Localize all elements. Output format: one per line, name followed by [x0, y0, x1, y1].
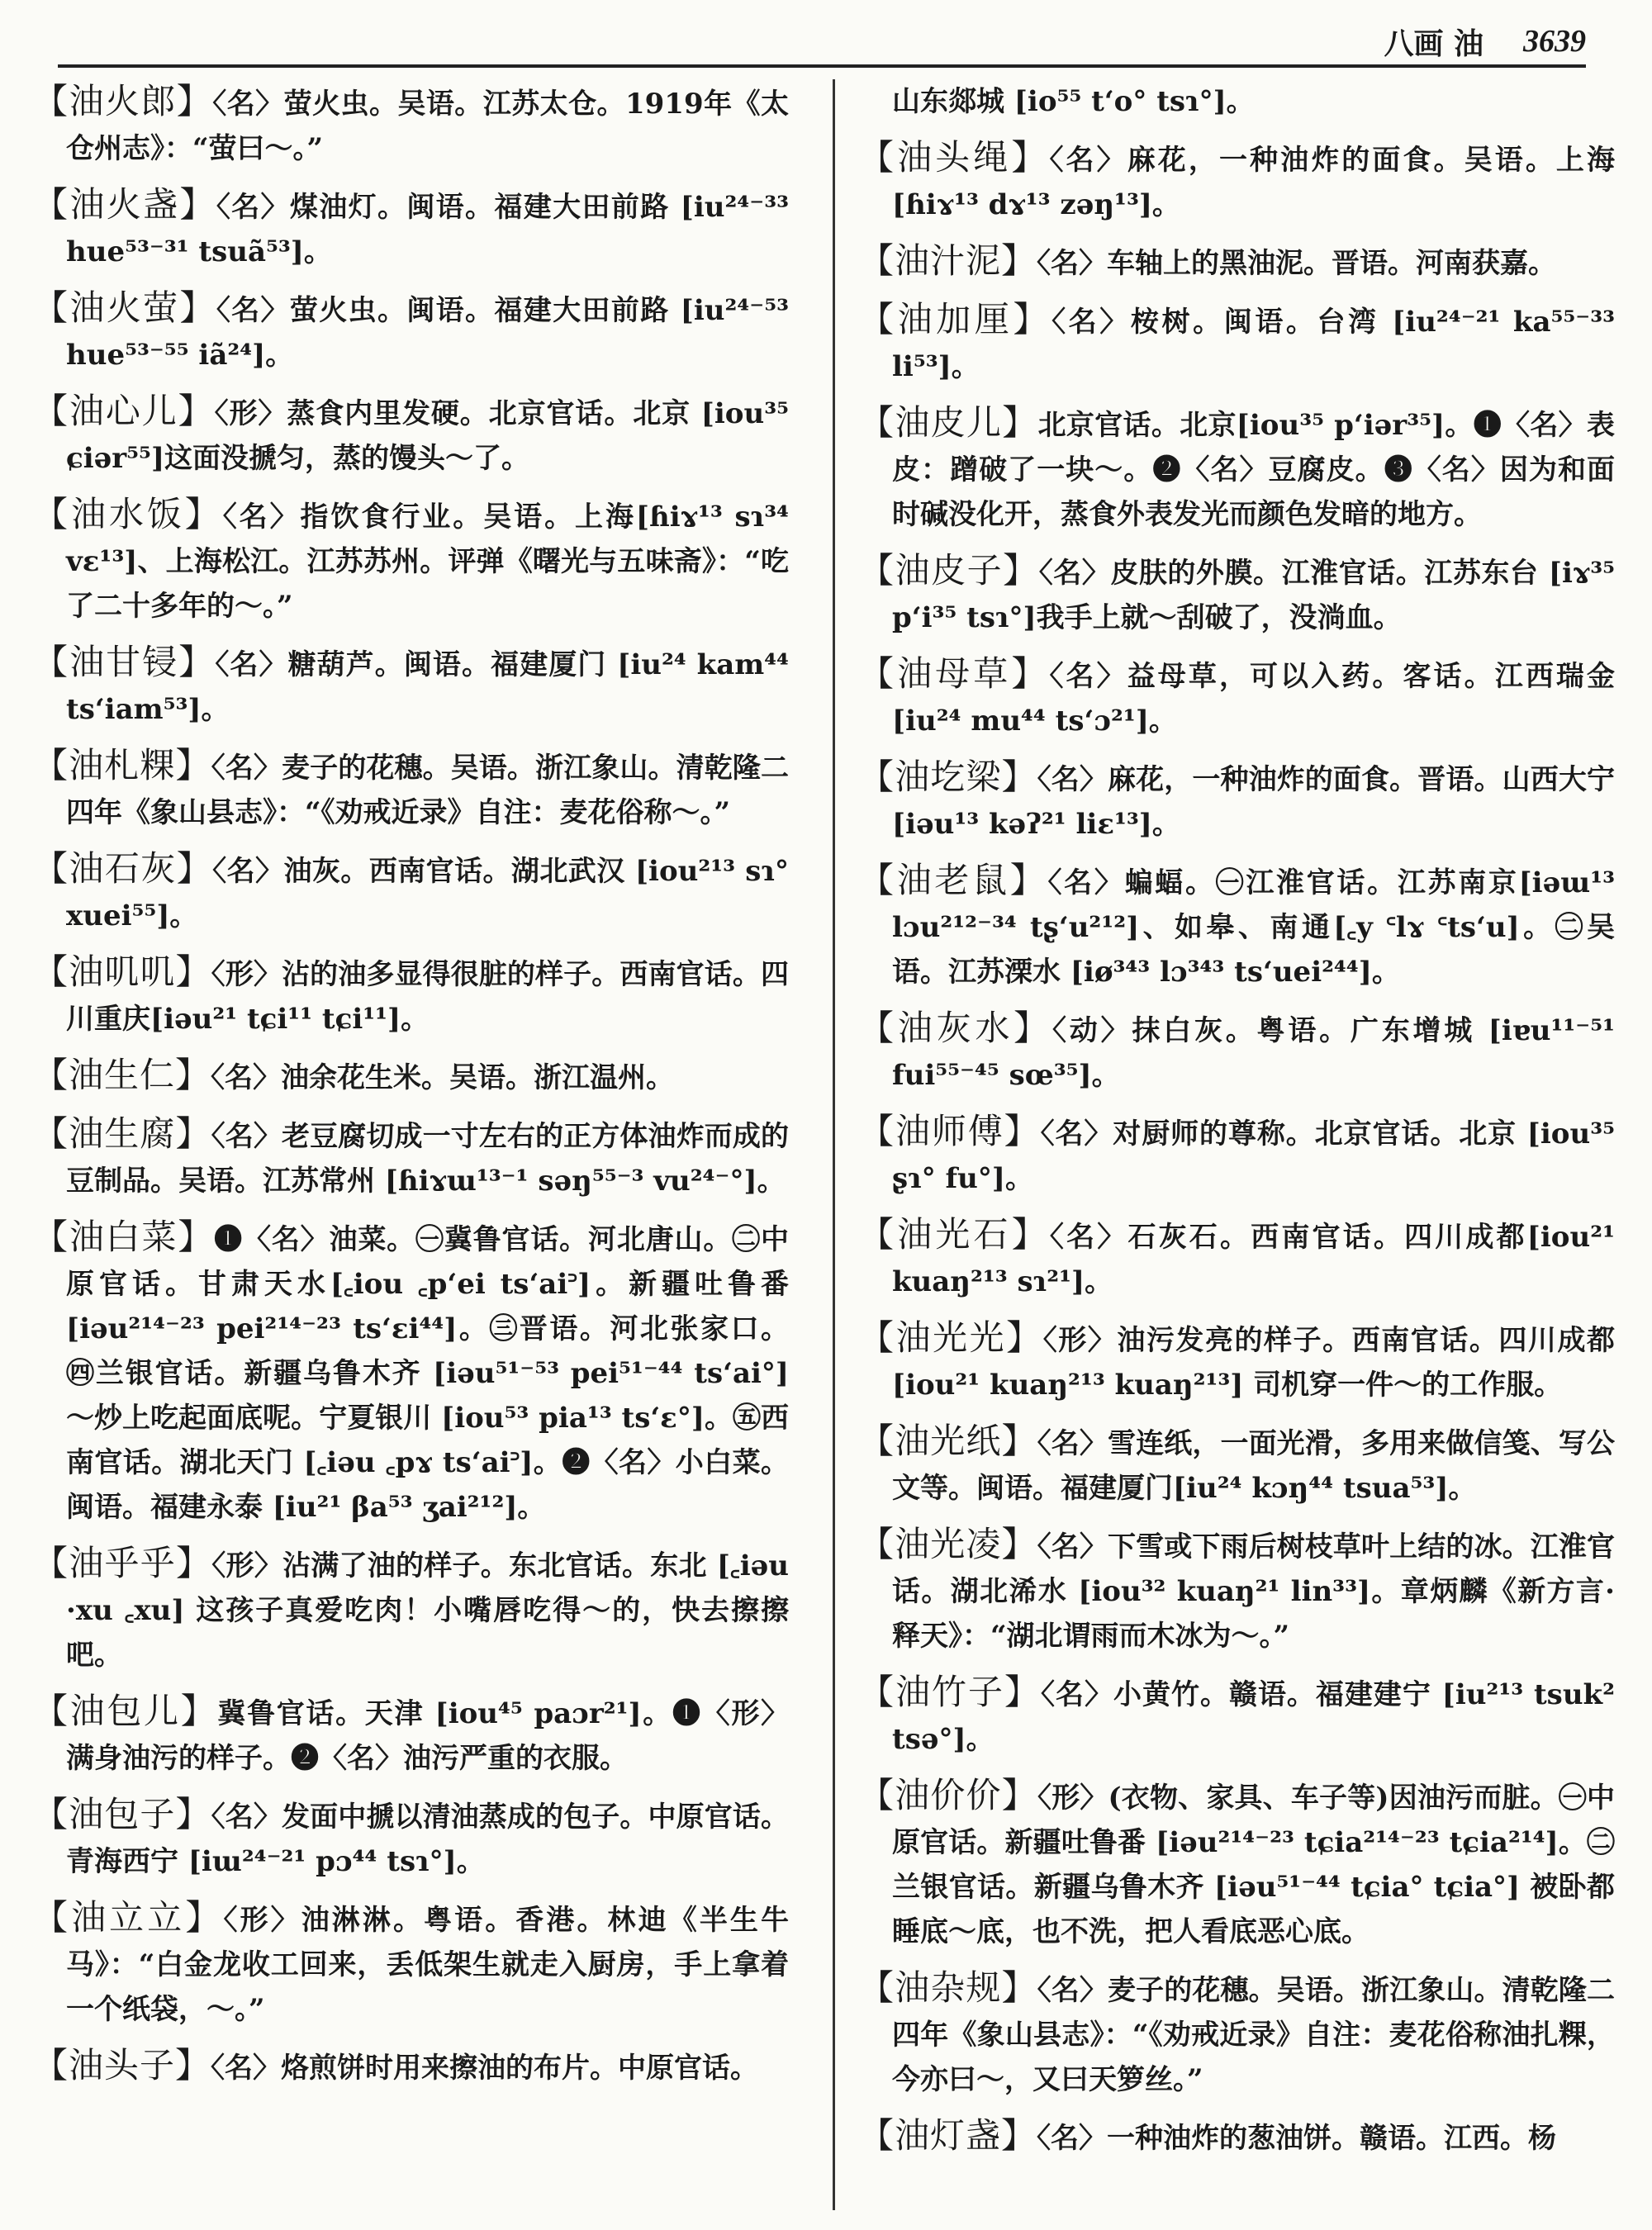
entry-definition: 〈名〉石灰石。西南官话。四川成都[iou²¹ kuaŋ²¹³ sɿ²¹]。	[892, 1221, 1615, 1298]
dictionary-entry	[859, 1966, 1615, 2102]
dictionary-entry	[33, 2043, 789, 2090]
entry-definition: 〈名〉一种油炸的葱油饼。赣语。江西。杨	[1037, 2122, 1557, 2155]
dictionary-entry	[859, 2114, 1615, 2161]
entry-headword: 【油老鼠】	[859, 860, 1048, 900]
entry-definition: 〈名〉老豆腐切成一寸左右的正方体油炸而成的豆制品。吴语。江苏常州 [ɦiɤɯ¹³⁻¹ səŋ⁵⁵⁻³ vu²⁴⁻°]。	[66, 1120, 789, 1198]
entry-headword: 【油包儿】	[33, 1691, 218, 1731]
entry-headword: 【油生仁】	[33, 1055, 211, 1095]
entry-headword: 【油火盏】	[33, 184, 216, 225]
entry-headword: 【油光石】	[859, 1214, 1050, 1255]
dictionary-entry	[859, 1212, 1615, 1304]
entry-definition: 〈名〉麻花，一种油炸的面食。吴语。上海 [ɦiɤ¹³ dɤ¹³ zəŋ¹³]。	[892, 144, 1615, 221]
entry-definition: 〈名〉油余花生米。吴语。浙江温州。	[211, 1061, 675, 1094]
entry-headword: 【油竹子】	[859, 1672, 1041, 1712]
dictionary-entry	[33, 286, 789, 377]
entry-headword: 【油头绳】	[859, 137, 1050, 178]
entry-definition: 〈名〉皮肤的外膜。江淮官话。江苏东台 [iɤ³⁵ pʻi³⁵ tsɿ°]我手上就～刮破了，没淌血。	[892, 557, 1615, 634]
dictionary-entry	[33, 1792, 789, 1884]
dictionary-entry	[33, 1215, 789, 1530]
entry-headword: 【油火郎】	[33, 81, 213, 121]
left-column	[33, 79, 789, 2218]
entry-definition: 〈名〉萤火虫。闽语。福建大田前路 [iu²⁴⁻⁵³ hue⁵³⁻⁵⁵ iã²⁴]。	[66, 294, 789, 372]
entry-definition: 〈形〉沾满了油的样子。东北官话。东北 [꜀iəu ·xu ꜀xu] 这孩子真爱吃肉！小嘴唇吃得～的，快去擦擦吧。	[66, 1549, 789, 1672]
section-title: 八画 油	[1384, 26, 1483, 61]
dictionary-entry	[859, 858, 1615, 994]
entry-headword: 【油加厘】	[859, 299, 1052, 339]
entry-headword: 【油叽叽】	[33, 951, 211, 992]
dictionary-entry	[33, 389, 789, 481]
entry-definition: 〈形〉(衣物、家具、车子等)因油污而脏。㊀中原官话。新疆吐鲁番 [iəu²¹⁴⁻²³ tɕia²¹⁴⁻²³ tɕia²¹⁴]。㊁兰银官话。新疆乌鲁木齐 [iəu⁵¹⁻⁴⁴ tɕia° tɕia°] 被卧都睡底～底，也不洗，把人看底恶心底。	[892, 1782, 1615, 1948]
entry-headword: 【油师傅】	[859, 1111, 1041, 1151]
dictionary-entry	[859, 1522, 1615, 1658]
dictionary-entry	[859, 652, 1615, 743]
dictionary-entry	[859, 1006, 1615, 1098]
entry-definition: 〈名〉车轴上的黑油泥。晋语。河南获嘉。	[1037, 247, 1557, 280]
entry-headword: 【油灯盏】	[859, 2115, 1037, 2156]
entry-definition: 〈形〉蒸食内里发硬。北京官话。北京 [iou³⁵ ɕiər⁵⁵]这面没搋匀，蒸的馒头～了。	[66, 397, 789, 475]
entry-headword: 【油水饭】	[33, 494, 223, 534]
dictionary-entry	[859, 1316, 1615, 1407]
entry-definition: 〈名〉麦子的花穗。吴语。浙江象山。清乾隆二四年《象山县志》：“《劝戒近录》自注：麦花俗称油扎粿，今亦曰～，又曰天箩丝。”	[892, 1974, 1615, 2096]
entry-headword: 【油火萤】	[33, 287, 216, 328]
entry-definition: 〈名〉发面中搋以清油蒸成的包子。中原官话。青海西宁 [iɯ²⁴⁻²¹ pɔ⁴⁴ tsɿ°]。	[66, 1801, 789, 1878]
dictionary-entry	[33, 79, 789, 171]
entry-definition: 〈动〉抹白灰。粤语。广东增城 [iɐu¹¹⁻⁵¹ fui⁵⁵⁻⁴⁵ sœ³⁵]。	[892, 1014, 1615, 1092]
dictionary-entry	[33, 1689, 789, 1781]
entry-definition: ❶〈名〉油菜。㊀冀鲁官话。河北唐山。㊁中原官话。甘肃天水[꜀iou ꜀pʻei tsʻai꜄]。新疆吐鲁番 [iəu²¹⁴⁻²³ pei²¹⁴⁻²³ tsʻɛi⁴⁴]。㊂晋语。河北张家口。㊃兰银官话。新疆乌鲁木齐 [iəu⁵¹⁻⁵³ pei⁵¹⁻⁴⁴ tsʻai°] ～炒上吃起面底呢。宁夏银川 [iou⁵³ pia¹³ tsʻɛ°]。㊄西南官话。湖北天门 [꜀iəu ꜀pɤ tsʻai꜄]。❷〈名〉小白菜。闽语。福建永泰 [iu²¹ βa⁵³ ʒai²¹²]。	[66, 1223, 789, 1524]
dictionary-entry	[33, 1112, 789, 1203]
column-divider	[833, 79, 835, 2210]
entry-definition: 〈形〉油淋淋。粤语。香港。林迪《半生牛马》：“白金龙收工回来，丢低架生就走入厨房，手上拿着一个纸袋，～。”	[66, 1904, 789, 2026]
dictionary-entry	[33, 847, 789, 938]
entry-headword: 【油皮儿】	[859, 402, 1038, 443]
entry-definition: 〈名〉麻花，一种油炸的面食。晋语。山西大宁 [iəu¹³ kəʔ²¹ liɛ¹³]。	[892, 763, 1615, 841]
dictionary-entry	[33, 1896, 789, 2032]
entry-definition: 〈名〉蝙蝠。㊀江淮官话。江苏南京[iəɯ¹³ lɔu²¹²⁻³⁴ tʂʻu²¹²]、如皋、南通[꜀y ꜂lɤ ꜂tsʻu]。㊁吴语。江苏溧水 [iø³⁴³ lɔ³⁴³ tsʻuei²⁴⁴]。	[892, 866, 1615, 989]
dictionary-entry	[859, 297, 1615, 389]
entry-headword: 【油母草】	[859, 653, 1050, 694]
entry-headword: 【油皮子】	[859, 550, 1039, 591]
dictionary-entry	[859, 755, 1615, 847]
dictionary-entry	[33, 950, 789, 1041]
entry-headword: 【油价价】	[859, 1775, 1037, 1815]
dictionary-entry	[859, 401, 1615, 537]
entry-headword: 【油杂规】	[859, 1967, 1037, 2008]
entry-headword: 【油光凌】	[859, 1524, 1037, 1564]
entry-headword: 【油汁泥】	[859, 240, 1037, 281]
running-head	[58, 18, 1586, 68]
entry-definition: 冀鲁官话。天津 [iou⁴⁵ paɔr²¹]。❶〈形〉满身油污的样子。❷〈名〉油污严重的衣服。	[66, 1697, 789, 1775]
dictionary-entry	[33, 640, 789, 732]
entry-definition: 〈名〉煤油灯。闽语。福建大田前路 [iu²⁴⁻³³ hue⁵³⁻³¹ tsuã⁵³]。	[66, 191, 789, 268]
page-number: 3639	[1523, 24, 1586, 59]
entry-headword: 【油灰水】	[859, 1008, 1052, 1048]
entry-definition: 北京官话。北京[iou³⁵ pʻiər³⁵]。❶〈名〉表皮：蹭破了一块～。❷〈名〉豆腐皮。❸〈名〉因为和面时碱没化开，蒸食外表发光而颜色发暗的地方。	[892, 409, 1615, 531]
dictionary-entry	[33, 492, 789, 629]
entry-definition: 〈名〉麦子的花穗。吴语。浙江象山。清乾隆二四年《象山县志》：“《劝戒近录》自注：麦花俗称～。”	[66, 752, 789, 829]
dictionary-entry	[859, 79, 1615, 124]
entry-definition: 〈名〉雪连纸，一面光滑，多用来做信笺、写公文等。闽语。福建厦门[iu²⁴ kɔŋ⁴⁴ tsua⁵³]。	[892, 1427, 1615, 1505]
right-column	[859, 79, 1615, 2218]
dictionary-entry	[33, 1541, 789, 1677]
dictionary-entry	[859, 1670, 1615, 1762]
dictionary-entry	[33, 183, 789, 274]
dictionary-entry	[33, 743, 789, 835]
entry-definition: 〈名〉益母草，可以入药。客话。江西瑞金 [iu²⁴ mu⁴⁴ tsʻɔ²¹]。	[892, 660, 1615, 738]
dictionary-entry	[859, 1773, 1615, 1954]
entry-definition: 〈名〉下雪或下雨后树枝草叶上结的冰。江淮官话。湖北浠水 [iou³² kuaŋ²¹ lin³³]。章炳麟《新方言·释天》：“湖北谓雨而木冰为～。”	[892, 1530, 1615, 1653]
entry-headword: 【油光纸】	[859, 1421, 1037, 1461]
dictionary-entry	[859, 239, 1615, 286]
entry-headword: 【油立立】	[33, 1897, 224, 1938]
entry-definition: 〈名〉桉树。闽语。台湾 [iu²⁴⁻²¹ ka⁵⁵⁻³³ li⁵³]。	[892, 306, 1615, 383]
entry-headword: 【油白菜】	[33, 1217, 215, 1257]
entry-definition: 〈名〉油灰。西南官话。湖北武汉 [iou²¹³ sɿ° xuei⁵⁵]。	[66, 855, 789, 932]
entry-headword: 【油生腐】	[33, 1113, 211, 1154]
entry-definition: 〈名〉小黄竹。赣语。福建建宁 [iu²¹³ tsuk² tsə°]。	[892, 1678, 1615, 1756]
dictionary-entry	[859, 135, 1615, 227]
entry-definition: 〈名〉萤火虫。吴语。江苏太仓。1919年《太仓州志》：“萤曰～。”	[66, 88, 789, 165]
entry-headword: 【油圪梁】	[859, 757, 1037, 797]
entry-definition: 〈名〉对厨师的尊称。北京官话。北京 [iou³⁵ ʂɿ° fu°]。	[892, 1117, 1615, 1195]
entry-definition: 〈形〉沾的油多显得很脏的样子。西南官话。四川重庆[iəu²¹ tɕi¹¹ tɕi¹¹]。	[66, 958, 789, 1036]
dictionary-entry	[859, 1109, 1615, 1201]
entry-headword: 【油石灰】	[33, 848, 213, 889]
entry-headword: 【油包子】	[33, 1794, 211, 1834]
entry-definition: 〈名〉烙煎饼时用来擦油的布片。中原官话。	[211, 2052, 759, 2085]
entry-headword: 【油乎乎】	[33, 1543, 212, 1583]
entry-definition: 〈名〉糖葫芦。闽语。福建厦门 [iu²⁴ kam⁴⁴ tsʻiam⁵³]。	[66, 648, 789, 726]
entry-headword: 【油札粿】	[33, 745, 211, 785]
entry-definition: 〈名〉指饮食行业。吴语。上海[ɦiɤ¹³ sɿ³⁴ vɛ¹³]、上海松江。江苏苏州。评弹《曙光与五味斋》：“吃了二十多年的～。”	[66, 501, 789, 623]
entry-headword: 【油头子】	[33, 2045, 211, 2085]
dictionary-entry	[33, 1053, 789, 1100]
dictionary-entry	[859, 548, 1615, 640]
entry-headword: 【油光光】	[859, 1317, 1043, 1358]
entry-headword: 【油心儿】	[33, 391, 215, 431]
entry-definition: 〈形〉油污发亮的样子。西南官话。四川成都 [iou²¹ kuaŋ²¹³ kuaŋ²¹³] 司机穿一件～的工作服。	[892, 1324, 1615, 1402]
dictionary-entry	[859, 1419, 1615, 1511]
entry-definition: 山东郯城 [io⁵⁵ tʻo° tsɿ°]。	[892, 85, 1255, 118]
entry-headword: 【油甘锓】	[33, 642, 216, 682]
